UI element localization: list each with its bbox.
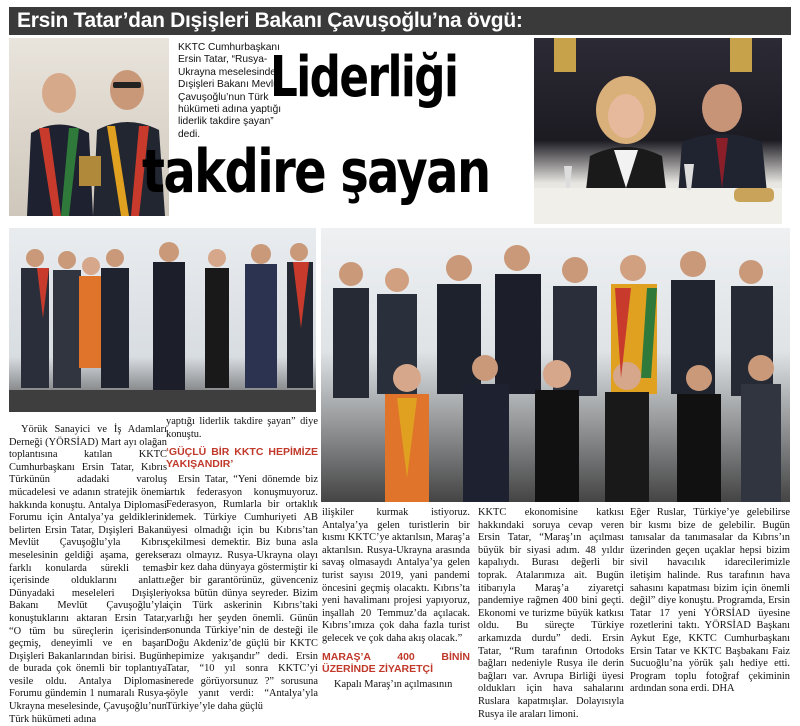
- article-paragraph: Kapalı Maraş’ın açılmasının: [334, 678, 453, 690]
- article-paragraph: yaptığı liderlik takdire şayan” diye konuştu.: [166, 416, 318, 440]
- article-column-5: [630, 507, 790, 696]
- article-column-2: [166, 416, 318, 713]
- photo-group-right: [321, 228, 790, 502]
- article-paragraph: Eğer Ruslar, Türkiye’ye gelebilirse bir kısmı bize de gelebilir. Bugün tanısalar da tanımasalar da Kıbrıs’ın üzerinden geçen uçaklar hepsi bizim sivil havacılık idarecilerimizle iletişim halinde. Rus tarafının hava sahasını kapatması bizim için önemli değil” diye konuştu. Programda, Ersin Tatar 17 yeni YÖRSİAD üyesine rozetlerini taktı. YÖRSİAD Başkanı Aykut Ege, KKTC Cumhurbaşkanı Ersin Tatar ve KKTC Başbakanı Faiz Sucuoğlu’na yörük şalı hediye etti. Program toplu fotoğraf çekiminin ardından sona erdi. DHA: [630, 507, 790, 695]
- article-paragraph: Yörük Sanayici ve İş Adamları Derneği (YÖRSİAD) Mart ayı olağan toplantısına katılan KKTC Cumhurbaşkanı Ersin Tatar, Kıbrıs Türkünün adadaki varoluş mücadelesi ve adanın stratejik önemi hakkında konuştu. Antalya Diplomasi Forumu için Antalya’ya geldiklerini belirten Ersin Tatar, Dışişleri Bakanı Mevlüt Çavuşoğlu’yla Kıbrıs meselesinin geldiği aşama, gerekse farklı konularda sürekli temas içerisinde olduklarını anlattı. Dünyadaki meseleleri Dışişleri Bakanı Mevlüt Çavuşoğlu’yla konuştuklarını aktaran Ersin Tatar, “O tüm bu süreçlerin içerisinden geçmiş, deneyimli ve en başarı Dışişleri Bakanlarından birisi. Bugün de burada çok önemli bir toplantıya vesile oldu. Antalya Diplomasi Forumu gündemin 1 numaralı Rusya-Ukrayna meselesinde, Çavuşoğlu’nun Türk hükümeti adına: [9, 424, 167, 725]
- photo-dinner-table: [534, 38, 782, 224]
- article-subheading: MARAŞ’A 400 BİNİN ÜZERİNDE ZİYARETÇİ: [322, 650, 470, 675]
- article-paragraph: ilişkiler kurmak istiyoruz. Antalya’ya gelen turistlerin bir kısmı KKTC’ye aktarılsın, Maraş’a aktarılsın. Rusya-Ukrayna arasında savaş olmasaydı Antalya’ya gelen turist sayısı 2019, yani pandemi öncesini geçmiş olacaktı. Kıbrıs’ta yeni havalimanı projesi yapıyoruz, inşallah 20 Temmuz’da açılacak. Kıbrıs’ımıza çok daha fazla turist gelecek ve çok daha akış olacak.”: [322, 507, 470, 644]
- headline-line-2: takdire şayan: [142, 137, 490, 207]
- photo-group-left: [9, 228, 316, 412]
- headline-line-1: Liderliği: [270, 45, 458, 110]
- article-subheading: ‘GÜÇLÜ BİR KKTC HEPİMİZE YAKIŞANDIR’: [166, 446, 318, 471]
- photo-caption: KKTC Cumhurbaşkanı Ersin Tatar, “Rusya-Ukrayna meselesinde, Dışişleri Bakanı Mevlüt Çavuşoğlu’nun Türk hükümeti adına yaptığı liderlik takdire şayan” dedi.: [178, 42, 282, 140]
- article-column-3: [322, 507, 470, 691]
- article-paragraph: KKTC ekonomisine katkısı hakkındaki soruya cevap veren Ersin Tatar, “Maraş’ın açılması büyük bir siyasi adım. 48 yıldır kapalıydı. Burası değerli bir toprak. Atalarımıza ait. Bugün itibarıyla Maraş’a ziyaretçi pandemiye rağmen 400 bini geçti. Ekonomi ve turizme büyük katkısı oldu. Bu süreçte Türkiye arkamızda durdu” dedi. Ersin Tatar, “Rum tarafının Ortodoks bağları nedeniyle Rusya ile derin bağları var. Avrupa Birliği üyesi oldukları için hava sahalarını Ruslara kapatmışlar. Dolayısıyla Rusya ile araları limoni.: [478, 507, 624, 720]
- article-column-1: [9, 424, 167, 726]
- article-header-title: Ersin Tatar’dan Dışişleri Bakanı Çavuşoğlu’na övgü:: [17, 9, 523, 32]
- article-column-4: [478, 507, 624, 721]
- article-header-bar: [9, 7, 791, 35]
- article-paragraph: Ersin Tatar, “Yeni dönemde biz artık federasyon konuşmuyoruz. Federasyon, Rumlarla bir ortaklık demek. Türkiye Cumhuriyeti AB üyesi olmadığı için bu Kıbrıs’tan çekilmesi demektir. Biz buna asla razı olmayız. Rusya-Ukrayna olayı bir kez daha dünyaya göstermiştir ki eğer bir garantörünüz, güvenceniz yoksa bütün dünya seyreder. Bizim için Türk askerinin Kıbrıs’taki varlığı her şeyden önemli. Günün sonunda Türkiye’nin de desteği ile Doğu Akdeniz’de güçlü bir KKTC hepimize yakışandır” dedi. Ersin Tatar, “10 yıl sonra KKTC’yi nerede görüyorsunuz ?” sorusuna şöyle yanıt verdi: “Antalya’yla Türkiye’yle daha güçlü: [166, 474, 318, 712]
